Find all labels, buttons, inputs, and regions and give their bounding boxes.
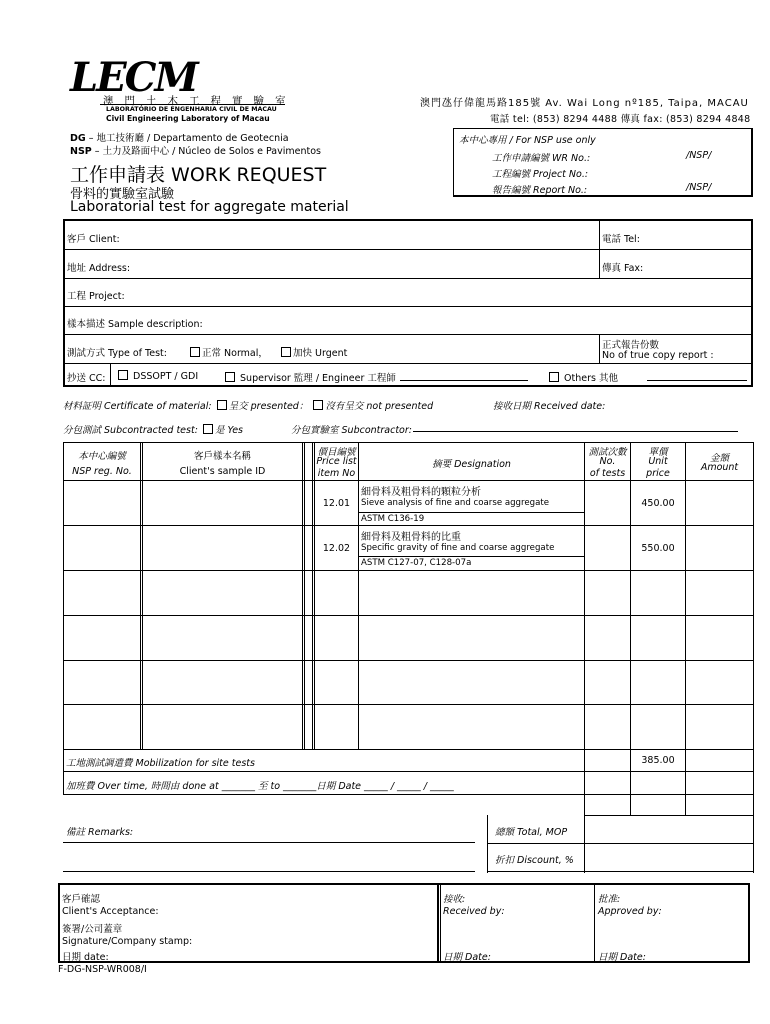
table-col-line <box>142 442 143 749</box>
certificate-label: 材料証明 Certificate of material: <box>63 401 212 412</box>
subcontractor-field[interactable] <box>413 431 738 432</box>
tel-label: 電話 Tel: <box>602 234 640 245</box>
sign-en: Signature/Company stamp: <box>62 936 193 947</box>
row1-sub-line <box>359 512 584 513</box>
signature-box <box>58 883 750 963</box>
row2-desc-en: Specific gravity of fine and coarse aggregate <box>361 543 555 553</box>
wr-number-suffix: /NSP/ <box>686 150 712 161</box>
not-presented-label: 沒有呈交 not presented <box>325 401 434 412</box>
normal-label: 正常 Normal， <box>202 348 268 359</box>
table-row-line <box>584 815 753 816</box>
sample-row[interactable] <box>65 307 751 335</box>
project-row[interactable] <box>65 279 751 307</box>
logo-portuguese-name: LABORATÓRIO DE ENGENHARIA CIVIL DE MACAU <box>106 106 277 113</box>
table-row-line <box>63 749 753 750</box>
header-designation: 摘要 Designation <box>432 459 511 470</box>
mobilization-price: 385.00 <box>641 755 675 766</box>
row2-standard: ASTM C127-07, C128-07a <box>361 558 472 568</box>
form-subtitle-zh: 骨料的實驗室試驗 <box>70 187 175 202</box>
table-row-line <box>63 615 753 616</box>
approved-by-en: Approved by: <box>598 906 662 917</box>
fax-label: 傳真 Fax: <box>602 263 644 274</box>
header-client-zh: 客戶樣本名稱 <box>193 451 251 462</box>
table-col-line <box>314 442 315 749</box>
row2-item-no: 12.02 <box>322 543 351 554</box>
wr-number-label: 工作申請編號 WR No.: <box>492 153 591 164</box>
divider <box>599 250 600 279</box>
form-code: F-DG-NSP-WR008/I <box>58 964 147 975</box>
acceptance-zh: 客戶確認 <box>62 894 101 905</box>
overtime-label: 加班費 Over time, 時間由 done at _______ 至 to _______日期 Date _____ / _____ / _____ <box>66 781 454 792</box>
presented-checkbox[interactable] <box>217 400 227 410</box>
header-tests-zh: 測試次數 <box>588 447 627 458</box>
client-row[interactable] <box>65 221 751 250</box>
approved-date-label: 日期 Date: <box>598 952 646 963</box>
table-row-line <box>63 704 753 705</box>
row1-item-no: 12.01 <box>322 498 351 509</box>
urgent-label: 加快 Urgent <box>293 348 348 359</box>
table-left-border <box>63 442 64 794</box>
received-by-en: Received by: <box>443 906 505 917</box>
subcontract-line <box>63 422 243 436</box>
cc-supervisor-option[interactable] <box>223 370 396 384</box>
client-date-label: 日期 date: <box>62 952 109 963</box>
department-code: NSP <box>70 146 92 157</box>
office-use-box <box>453 128 753 197</box>
department-text: 土力及路面中心 / Núcleo de Solos e Pavimentos <box>102 146 321 157</box>
header-item-zh: 價目編號 <box>317 447 356 458</box>
report-number-suffix: /NSP/ <box>686 182 712 193</box>
table-col-line <box>685 442 686 815</box>
header-item-en2: item No <box>317 468 356 479</box>
header-price-zh: 單價 <box>648 447 668 458</box>
table-top-border <box>63 442 753 443</box>
urgent-checkbox[interactable] <box>281 347 291 357</box>
acceptance-en: Client's Acceptance: <box>62 906 159 917</box>
row1-unit-price: 450.00 <box>641 498 675 509</box>
cc-dssopt-option[interactable] <box>116 370 198 382</box>
subcontract-label: 分包測試 Subcontracted test: <box>63 425 198 436</box>
copies-label-en: No of true copy report : <box>602 350 714 361</box>
header-price-en2: price <box>646 468 670 479</box>
divider <box>437 885 439 961</box>
cc-label: 抄送 CC: <box>67 373 106 384</box>
address-row[interactable] <box>65 250 751 279</box>
table-row-line <box>487 843 753 844</box>
header-nsp-zh: 本中心編號 <box>78 451 126 462</box>
cc-supervisor-label: Supervisor 監理 / Engineer 工程師 <box>240 373 396 384</box>
subcontractor-label: 分包實驗室 Subcontractor: <box>291 425 412 436</box>
header-client-en: Client's sample ID <box>179 466 266 477</box>
client-label: 客戶 Client: <box>67 234 120 245</box>
remarks-label: 備註 Remarks: <box>66 827 134 838</box>
subcontract-yes-checkbox[interactable] <box>203 424 213 434</box>
report-number-label: 報告編號 Report No.: <box>492 185 588 196</box>
normal-option[interactable] <box>188 345 268 359</box>
table-col-line <box>487 815 488 873</box>
cc-engineer-field[interactable] <box>400 368 528 381</box>
presented-label: 呈交 presented： <box>228 401 309 412</box>
table-row-line <box>63 771 753 772</box>
subcontract-yes-label: 是 Yes <box>214 425 244 436</box>
certificate-line <box>63 398 433 412</box>
table-right-border <box>753 442 754 873</box>
row1-standard: ASTM C136-19 <box>361 514 425 524</box>
header-tests-en1: No. <box>599 456 616 467</box>
table-row-line <box>63 660 753 661</box>
divider <box>110 364 111 385</box>
test-type-label: 測試方式 Type of Test: <box>67 348 167 359</box>
cc-dssopt-label: DSSOPT / GDI <box>133 371 199 382</box>
received-by-zh: 接收: <box>443 894 466 905</box>
cc-others-field[interactable] <box>647 368 747 381</box>
approved-by-zh: 批准: <box>598 894 621 905</box>
header-amount-en: Amount <box>700 462 739 473</box>
received-date-label: 日期 Date: <box>443 952 491 963</box>
table-col-line <box>584 442 585 873</box>
table-row-line <box>63 570 753 571</box>
discount-label: 折扣 Discount, % <box>495 855 574 866</box>
copies-label-zh: 正式報告份數 <box>602 340 660 351</box>
not-presented-checkbox[interactable] <box>313 400 323 410</box>
header-item-en1: Price list <box>316 456 357 467</box>
row2-unit-price: 550.00 <box>641 543 675 554</box>
table-col-line <box>358 442 359 749</box>
lab-address: 澳門氹仔偉龍馬路185號 Av. Wai Long nº185, Taipa, MACAU <box>420 98 749 109</box>
sign-zh: 簽署/公司蓋章 <box>62 924 123 935</box>
remarks-line[interactable] <box>63 842 475 843</box>
project-label: 工程 Project: <box>67 291 125 302</box>
table-header-bottom <box>63 480 753 481</box>
cc-others-label: Others 其他 <box>564 373 618 384</box>
department-code: DG <box>70 133 86 144</box>
divider <box>599 221 600 250</box>
test-type-row <box>65 335 751 364</box>
cc-row <box>65 364 751 385</box>
project-number-label: 工程編號 Project No.: <box>492 169 589 180</box>
logo-chinese-name: 澳門土木工程實驗室 <box>103 95 297 107</box>
table-col-line <box>312 442 313 749</box>
urgent-option[interactable] <box>279 345 347 359</box>
table-row-line <box>63 525 753 526</box>
cc-dssopt-checkbox[interactable] <box>118 370 128 380</box>
table-row-line <box>487 871 753 872</box>
table-row-line <box>63 794 753 795</box>
table-col-line <box>302 442 303 749</box>
lab-contact: 電話 tel: (853) 8294 4488 傳真 fax: (853) 8294 4848 <box>490 114 751 125</box>
header-amount-zh: 金額 <box>709 453 729 464</box>
logo-english-name: Civil Engineering Laboratory of Macau <box>106 114 270 123</box>
received-date-label: 接收日期 Received date: <box>493 401 606 412</box>
header-price-en1: Unit <box>648 456 668 467</box>
department-dg: DG – 地工技術廳 / Departamento de Geotecnia <box>70 133 289 144</box>
office-use-title: 本中心專用 / For NSP use only <box>459 135 596 146</box>
client-info-box <box>63 219 753 387</box>
row1-desc-zh: 細骨料及粗骨料的顆粒分析 <box>361 487 481 498</box>
total-label: 總額 Total, MOP <box>495 827 568 838</box>
department-nsp: NSP – 土力及路面中心 / Núcleo de Solos e Pavimentos <box>70 146 321 157</box>
form-subtitle-en: Laboratorial test for aggregate material <box>70 199 349 215</box>
form-title: 工作申請表 WORK REQUEST <box>70 164 327 186</box>
remarks-line[interactable] <box>63 871 475 872</box>
divider <box>594 885 595 961</box>
table-col-line <box>140 442 141 749</box>
lecm-logo: LECM <box>70 54 197 101</box>
normal-checkbox[interactable] <box>190 347 200 357</box>
sample-description-label: 樣本描述 Sample description: <box>67 319 203 330</box>
cc-others-option[interactable] <box>547 370 618 384</box>
row1-desc-en: Sieve analysis of fine and coarse aggregate <box>361 498 550 508</box>
address-label: 地址 Address: <box>67 263 131 274</box>
divider <box>599 335 600 364</box>
row2-desc-zh: 細骨料及粗骨料的比重 <box>361 532 461 543</box>
department-text: 地工技術廳 / Departamento de Geotecnia <box>96 133 289 144</box>
row2-sub-line <box>359 556 584 557</box>
cc-supervisor-checkbox[interactable] <box>225 372 235 382</box>
header-tests-en2: of tests <box>589 468 626 479</box>
mobilization-label: 工地測試調遣費 Mobilization for site tests <box>66 758 255 769</box>
divider <box>440 885 441 961</box>
header-nsp-en: NSP reg. No. <box>72 466 132 477</box>
table-col-line <box>304 442 305 749</box>
cc-others-checkbox[interactable] <box>549 372 559 382</box>
